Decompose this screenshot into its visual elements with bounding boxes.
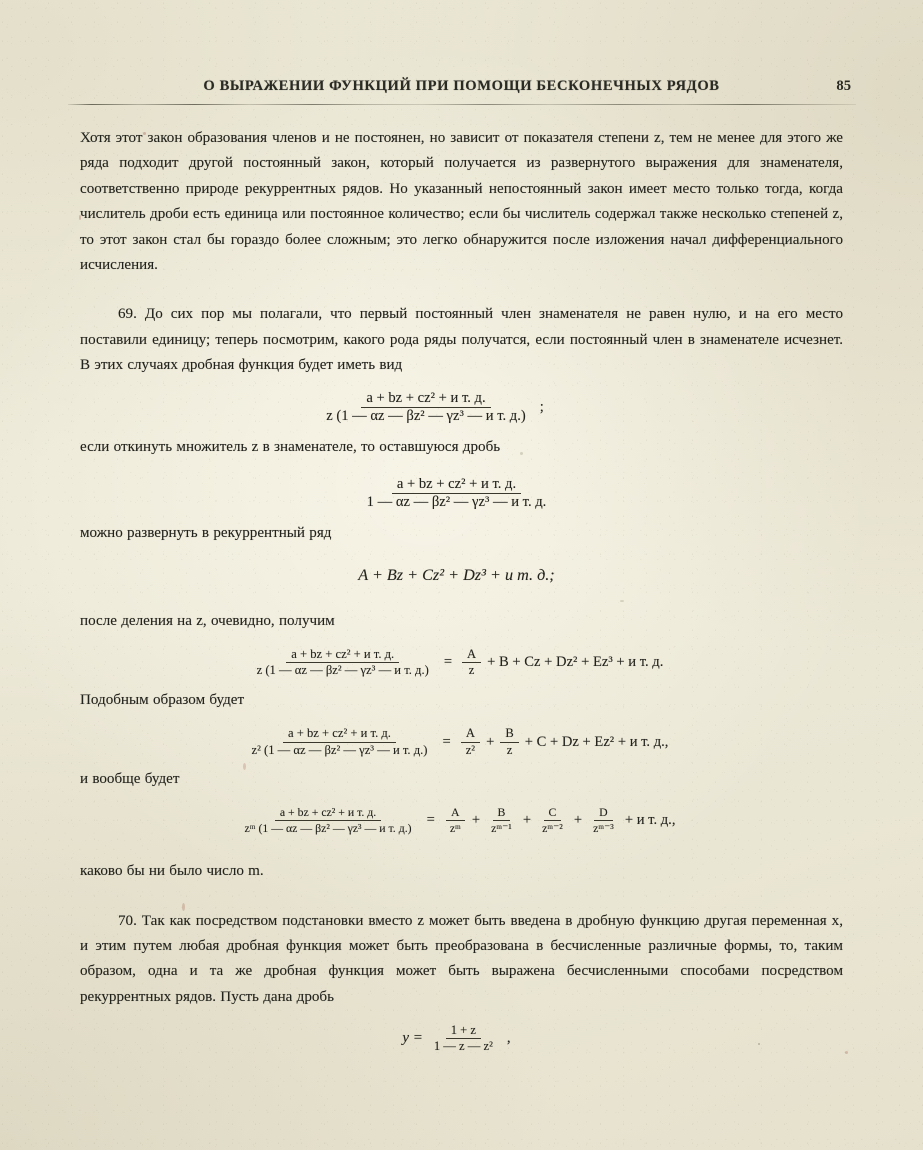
formula-1 xyxy=(80,390,843,427)
formula-5-term2-denominator: z xyxy=(506,742,513,757)
lead-in-2: можно развернуть в рекуррентный ряд xyxy=(80,525,332,542)
fraction xyxy=(429,1023,498,1055)
formula-5-term1-denominator: z² xyxy=(465,742,476,757)
formula-6-term4-denominator: zᵐ⁻³ xyxy=(593,820,614,835)
spacer xyxy=(80,278,843,302)
formula-1-trailer: ; xyxy=(539,399,544,416)
fraction xyxy=(588,805,619,835)
spacer xyxy=(80,792,843,797)
formula-6-term2-denominator: zᵐ⁻¹ xyxy=(491,820,512,835)
paragraph-section-70: 70. Так как посредством подстановки вместо z может быть введена в дробную функцию другая переменная x, и этим путем любая дробная функция может быть преобразована в бесчисленные различные формы, то, таким образом, одна и та же дробная функция может быть выражена бесчисленными способами посредством рекуррентных рядов. Пусть дана дробь xyxy=(80,912,843,1005)
lead-in-4: Подобным образом будет xyxy=(80,691,245,708)
fraction xyxy=(486,805,517,835)
formula-5 xyxy=(80,726,843,758)
equals-sign: = xyxy=(426,811,435,828)
spacer xyxy=(80,634,843,639)
spacer xyxy=(80,426,843,435)
formula-7-denominator: 1 — z — z² xyxy=(433,1039,493,1054)
formula-5-denominator: z² (1 — αz — βz² — γz³ — и т. д.) xyxy=(251,742,428,757)
page-title: О ВЫРАЖЕНИИ ФУНКЦИЙ ПРИ ПОМОЩИ БЕСКОНЕЧНЫХ РЯДОВ xyxy=(203,78,720,94)
spacer xyxy=(80,713,843,718)
spacer xyxy=(80,835,843,859)
fraction xyxy=(500,726,518,758)
equals-sign: = xyxy=(442,733,451,750)
formula-3 xyxy=(80,566,843,585)
formula-6-term3-numerator: C xyxy=(544,805,562,820)
formula-7 xyxy=(80,1023,843,1055)
formula-5-term2-numerator: B xyxy=(500,726,518,742)
fraction xyxy=(445,805,466,835)
fraction xyxy=(240,805,417,835)
spacer xyxy=(80,1010,843,1015)
lead-in-5: и вообще будет xyxy=(80,770,180,787)
formula-6 xyxy=(80,805,843,835)
formula-4-rhs-denominator: z xyxy=(468,663,475,678)
formula-5-term1-numerator: A xyxy=(461,726,480,742)
formula-4-denominator: z (1 — αz — βz² — γz³ — и т. д.) xyxy=(256,663,429,678)
lead-in-6: каково бы ни было число m. xyxy=(80,863,264,880)
formula-6-term1-numerator: A xyxy=(446,805,465,820)
plus-sign: + xyxy=(522,811,532,828)
formula-6-term3-denominator: zᵐ⁻² xyxy=(542,820,563,835)
formula-1-denominator: z (1 — αz — βz² — γz³ — и т. д.) xyxy=(326,408,526,425)
formula-2-denominator: 1 — αz — βz² — γz³ — и т. д. xyxy=(366,494,547,511)
formula-6-term2-numerator: B xyxy=(493,805,511,820)
formula-7-trailer: , xyxy=(506,1030,511,1047)
formula-4-rhs-rest: + B + Cz + Dz² + Ez³ + и т. д. xyxy=(487,654,664,671)
plus-sign: + xyxy=(471,811,481,828)
fraction xyxy=(362,476,552,513)
spacer xyxy=(80,547,843,556)
fraction xyxy=(462,647,481,679)
lead-in-3: после деления на z, очевидно, получим xyxy=(80,612,335,629)
formula-7-numerator: 1 + z xyxy=(446,1023,481,1039)
formula-3-expression: A + Bz + Cz² + Dz³ + и т. д.; xyxy=(358,565,555,584)
fraction xyxy=(537,805,568,835)
formula-6-rhs-rest: + и т. д., xyxy=(624,811,676,828)
spacer xyxy=(80,585,843,609)
page-number: 85 xyxy=(836,78,851,94)
fraction xyxy=(461,726,480,758)
equals-sign: = xyxy=(443,654,453,671)
formula-2 xyxy=(80,476,843,513)
fraction xyxy=(321,390,531,427)
formula-4-rhs-numerator: A xyxy=(462,647,481,663)
formula-6-term1-denominator: zᵐ xyxy=(449,820,461,835)
formula-2-numerator: a + bz + cz² + и т. д. xyxy=(392,476,521,495)
fraction xyxy=(252,647,434,679)
formula-6-denominator: zᵐ (1 — αz — βz² — γz³ — и т. д.) xyxy=(244,820,412,835)
formula-1-numerator: a + bz + cz² + и т. д. xyxy=(361,390,490,409)
formula-4-numerator: a + bz + cz² + и т. д. xyxy=(286,647,399,663)
plus-sign: + xyxy=(486,733,495,750)
formula-5-rhs-rest: + C + Dz + Ez² + и т. д., xyxy=(524,733,669,750)
spacer xyxy=(80,379,843,388)
running-head xyxy=(0,78,923,112)
plus-sign: + xyxy=(573,811,583,828)
spacer xyxy=(80,885,843,909)
paragraph-continuation: Хотя этот закон образования членов и не постоянен, но зависит от показателя степени z, тем не менее для этого же ряда подходит другой постоянный закон, который получается из развернутого выражения для знаменателя, соответственно природе рекуррентных рядов. Но указанный непостоянный закон имеет место только тогда, когда числитель дроби есть единица или постоянное количество; если бы числитель содержал также несколько степеней z, то этот закон стал бы гораздо более сложным; это легко обнаружится после изложения начал дифференциального исчисления. xyxy=(80,130,843,274)
header-divider xyxy=(68,104,856,105)
paragraph-section-69: 69. До сих пор мы полагали, что первый постоянный член знаменателя не равен нулю, и на его место поставили единицу; теперь посмотрим, какого рода ряды получатся, если постоянный член в знаменателе исчезнет. В этих случаях дробная функция будет иметь вид xyxy=(80,306,843,374)
page-body xyxy=(80,126,843,1055)
spacer xyxy=(80,461,843,470)
fraction xyxy=(247,726,433,758)
formula-5-numerator: a + bz + cz² + и т. д. xyxy=(283,726,396,742)
formula-6-numerator: a + bz + cz² + и т. д. xyxy=(275,805,381,820)
formula-4 xyxy=(80,647,843,679)
formula-7-lhs: y = xyxy=(402,1030,423,1047)
paper-fleck xyxy=(845,1051,848,1054)
formula-6-term4-numerator: D xyxy=(594,805,613,820)
spacer xyxy=(80,679,843,688)
spacer xyxy=(80,758,843,767)
lead-in-1: если откинуть множитель z в знаменателе, то оставшуюся дробь xyxy=(80,439,501,456)
spacer xyxy=(80,512,843,521)
